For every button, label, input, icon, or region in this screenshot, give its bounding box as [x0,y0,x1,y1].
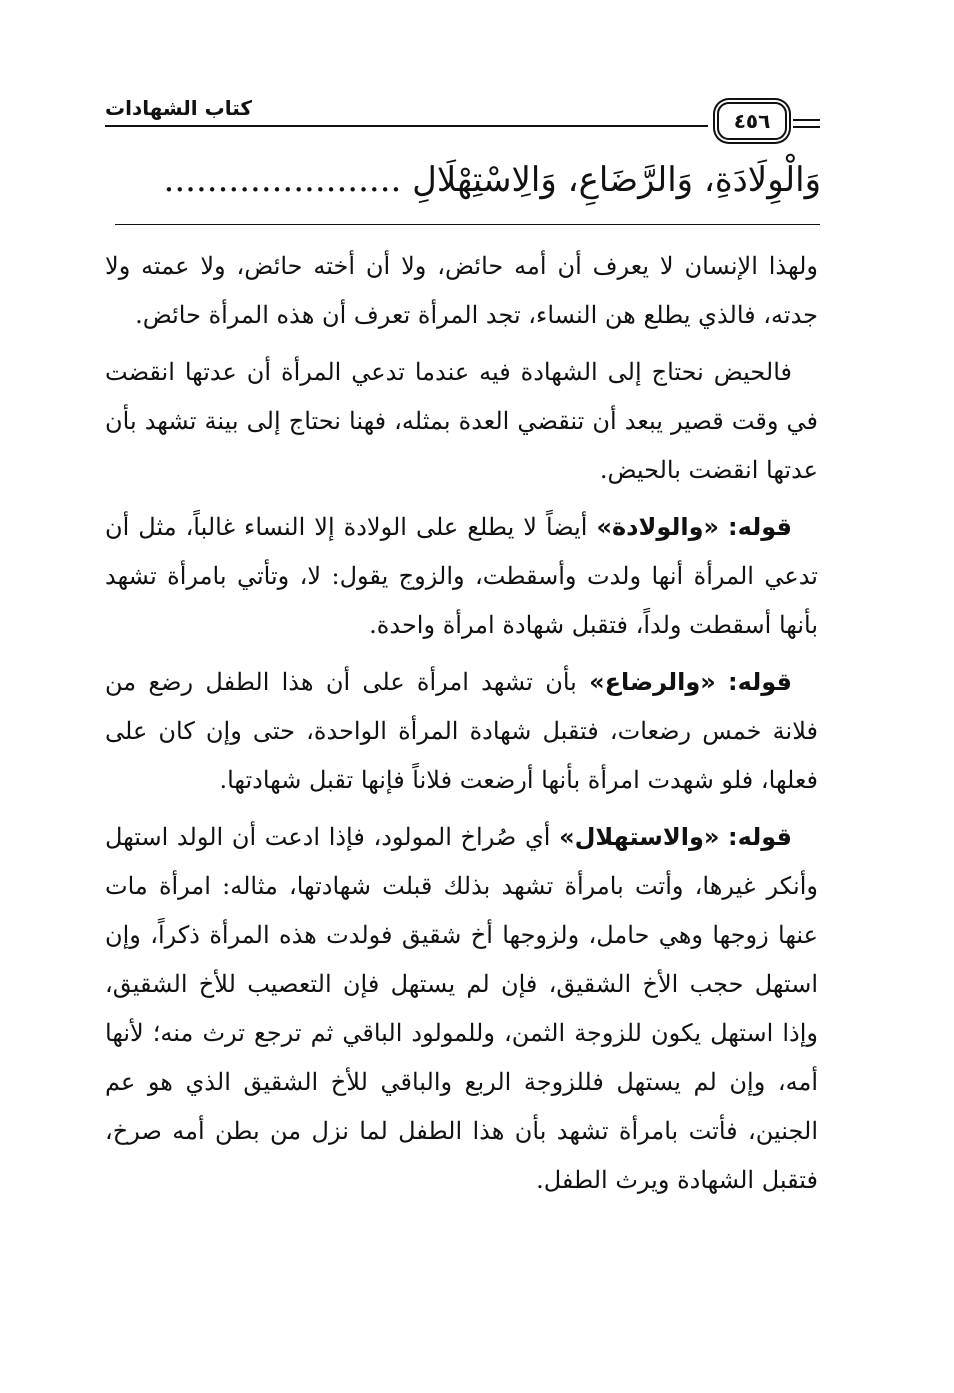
paragraph [105,242,818,340]
page-body [105,242,818,1213]
quoted-term: «والرضاع» [589,668,716,696]
paragraph-lead: قوله: [728,823,792,851]
paragraph-text: فالحيض نحتاج إلى الشهادة فيه عندما تدعي المرأة أن عدتها انقضت في وقت قصير يبعد أن تنقضي العدة بمثله، فهنا نحتاج إلى بينة تشهد بأن عدتها انقضت بالحيض. [105,358,818,484]
paragraph-text: ولهذا الإنسان لا يعرف أن أمه حائض، ولا أن أخته حائض، ولا عمته ولا جدته، فالذي يطلع هن النساء، تجد المرأة تعرف أن هذه المرأة حائض. [105,252,818,329]
paragraph [105,658,818,805]
chapter-title: وَالْوِلَادَةِ، وَالرَّضَاعِ، وَالِاسْتِهْلَالِ ...................... [163,160,821,200]
quoted-term: «والاستهلال» [559,823,720,851]
header-ornament-rule [793,119,820,121]
quoted-term: «والولادة» [596,513,720,541]
paragraph-text: أيضاً لا يطلع على الولادة إلا النساء غالباً، مثل أن تدعي المرأة أنها ولدت وأسقطت، والزوج يقول: لا، وتأتي بامرأة تشهد بأنها أسقطت ولداً، فتقبل شهادة امرأة واحدة. [105,513,818,639]
paragraph-text: أي صُراخ المولود، فإذا ادعت أن الولد استهل وأنكر غيرها، وأتت بامرأة تشهد بذلك قبلت شهادتها، مثاله: امرأة مات عنها زوجها وهي حامل، ولزوجها أخ شقيق فولدت هذه المرأة ذكراً، وإن استهل حجب الأخ الشقيق، فإن لم يستهل فإن التعصيب للأخ الشقيق، وإذا استهل يكون للزوجة الثمن، وللمولود الباقي ثم ترجع ترث منه؛ لأنها أمه، وإن لم يستهل فللزوجة الربع والباقي للأخ الشقيق الذي هو عم الجنين، فأتت بامرأة تشهد بأن هذا الطفل لما نزل من بطن أمه صرخ، فتقبل الشهادة ويرث الطفل. [105,823,819,1194]
paragraph [105,348,818,495]
paragraph-lead: قوله: [728,513,792,541]
paragraph [105,503,818,650]
page-header [105,96,820,146]
header-rule [105,125,708,127]
header-ornament-rule [793,126,820,128]
book-title: كتاب الشهادات [105,96,253,120]
paragraph [105,813,818,1205]
title-divider [115,224,820,225]
paragraph-text: بأن تشهد امرأة على أن هذا الطفل رضع من فلانة خمس رضعات، فتقبل شهادة المرأة الواحدة، حتى وإن كان على فعلها، فلو شهدت امرأة بأنها أرضعت فلاناً فإنها تقبل شهادتها. [105,668,818,794]
page-number: ٤٥٦ [717,102,787,140]
paragraph-lead: قوله: [728,668,792,696]
